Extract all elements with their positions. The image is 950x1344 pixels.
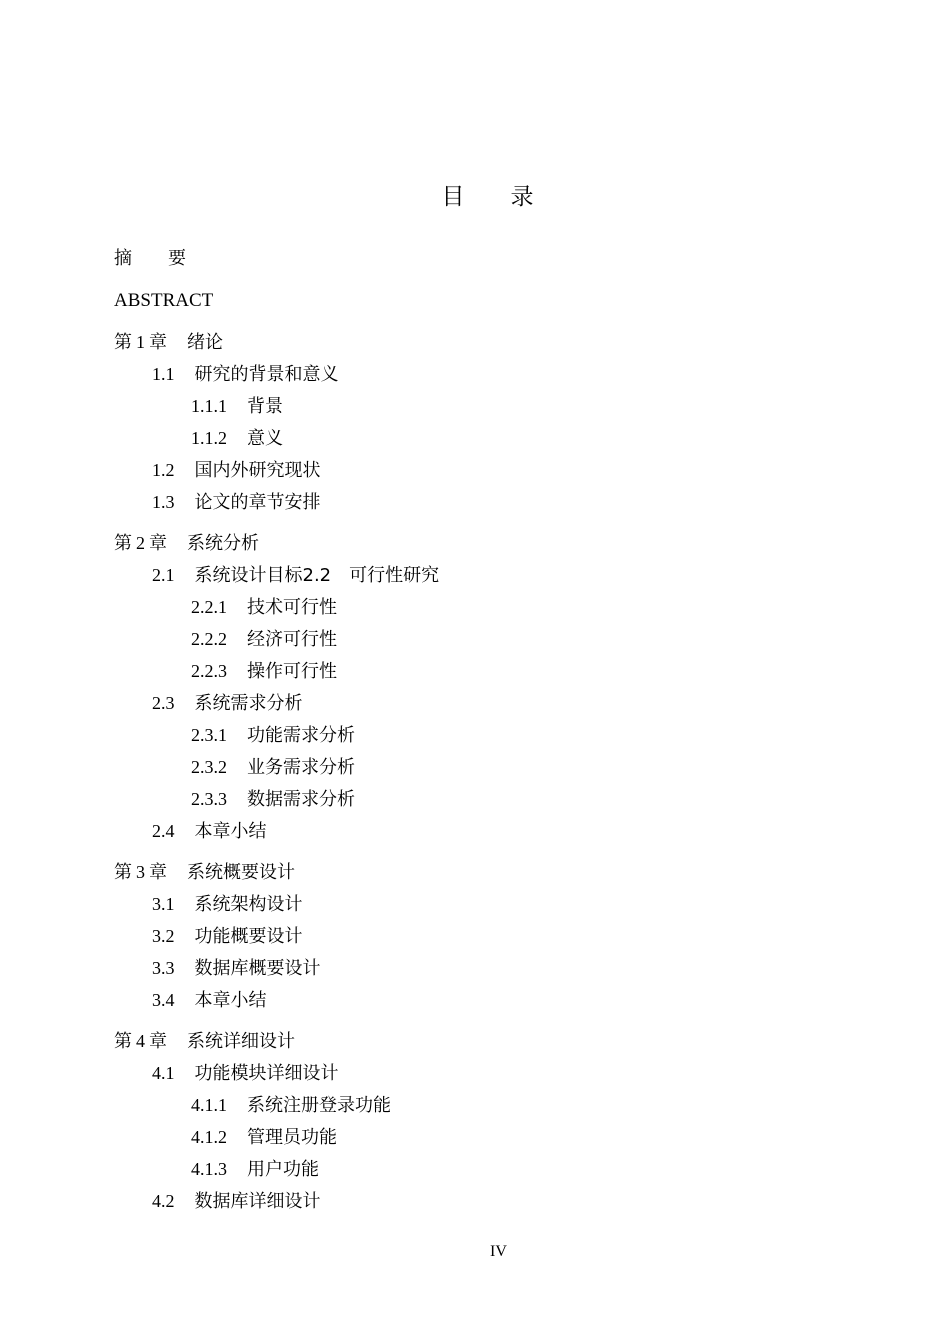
toc-section-entry (152, 957, 321, 980)
section-title: 本章小结 (194, 821, 267, 842)
section-number: 2.2.3 (191, 661, 227, 681)
section-title: 背景 (247, 396, 283, 417)
section-number: 3.1 (152, 894, 175, 914)
section-number: 2.3 (152, 693, 175, 713)
section-number: 1.1.2 (191, 428, 227, 448)
toc-section-entry (152, 925, 303, 948)
chapter-prefix: 第 (114, 332, 132, 353)
section-number: 3.4 (152, 990, 175, 1010)
toc-section-entry (152, 893, 303, 916)
section-title: 数据需求分析 (247, 789, 355, 810)
section-number: 3.3 (152, 958, 175, 978)
toc-subsection-entry (191, 1158, 319, 1181)
toc-subsection-entry (191, 756, 355, 779)
section-number: 2.2.2 (191, 629, 227, 649)
chapter-prefix: 第 (114, 862, 132, 883)
section-title: 论文的章节安排 (194, 492, 321, 513)
toc-subsection-entry (191, 628, 337, 651)
toc-subsection-entry (191, 788, 355, 811)
section-number: 3.2 (152, 926, 175, 946)
section-number: 1.1.1 (191, 396, 227, 416)
section-title: 本章小结 (194, 990, 267, 1011)
section-title: 数据库概要设计 (194, 958, 321, 979)
section-title: 系统设计目标2.2 可行性研究 (194, 565, 440, 586)
chapter-prefix: 第 (114, 533, 132, 554)
toc-chapter-entry (114, 1030, 295, 1053)
toc-subsection-entry (191, 1094, 391, 1117)
page-title: 目 录 (441, 184, 534, 210)
section-title: 国内外研究现状 (194, 460, 321, 481)
section-number: 2.1 (152, 565, 175, 585)
chapter-number: 4 (136, 1031, 145, 1051)
section-number: 2.4 (152, 821, 175, 841)
section-title: 系统注册登录功能 (247, 1095, 391, 1116)
section-title: 管理员功能 (247, 1127, 337, 1148)
toc-section-entry (152, 1190, 321, 1213)
section-number: 4.1.3 (191, 1159, 227, 1179)
section-title: 经济可行性 (247, 629, 337, 650)
toc-heading-label: ABSTRACT (114, 290, 214, 311)
chapter-title: 系统详细设计 (187, 1031, 295, 1052)
chapter-number: 3 (136, 862, 145, 882)
section-title: 功能需求分析 (247, 725, 355, 746)
toc-section-entry (152, 1062, 339, 1085)
section-title: 业务需求分析 (247, 757, 355, 778)
toc-subsection-entry (191, 427, 283, 450)
section-number: 1.3 (152, 492, 175, 512)
chapter-number: 1 (136, 332, 145, 352)
toc-chapter-entry (114, 290, 213, 312)
section-number: 2.3.3 (191, 789, 227, 809)
chapter-suffix: 章 (149, 1031, 167, 1052)
toc-subsection-entry (191, 724, 355, 747)
toc-subsection-entry (191, 660, 337, 683)
section-number: 2.3.2 (191, 757, 227, 777)
chapter-title: 绪论 (187, 332, 223, 353)
toc-subsection-entry (191, 395, 283, 418)
toc-section-entry (152, 459, 321, 482)
toc-heading-label: 摘 要 (114, 248, 186, 269)
toc-chapter-entry (114, 248, 186, 270)
toc-subsection-entry (191, 1126, 337, 1149)
section-title: 意义 (247, 428, 283, 449)
toc-section-entry (152, 820, 267, 843)
chapter-suffix: 章 (149, 533, 167, 554)
toc-chapter-entry (114, 861, 295, 884)
section-title: 功能模块详细设计 (194, 1063, 339, 1084)
chapter-title: 系统概要设计 (187, 862, 295, 883)
chapter-title: 系统分析 (187, 533, 259, 554)
toc-section-entry (152, 491, 321, 514)
toc-chapter-entry (114, 331, 223, 354)
page-number: IV (490, 1243, 507, 1260)
toc-section-entry (152, 564, 439, 587)
section-title: 系统需求分析 (194, 693, 303, 714)
section-number: 4.2 (152, 1191, 175, 1211)
section-title: 功能概要设计 (194, 926, 303, 947)
section-title: 系统架构设计 (194, 894, 303, 915)
toc-section-entry (152, 989, 267, 1012)
section-title: 用户功能 (247, 1159, 319, 1180)
section-number: 2.3.1 (191, 725, 227, 745)
section-title: 技术可行性 (247, 597, 337, 618)
section-number: 1.2 (152, 460, 175, 480)
section-number: 1.1 (152, 364, 175, 384)
section-number: 2.2.1 (191, 597, 227, 617)
chapter-prefix: 第 (114, 1031, 132, 1052)
section-number: 4.1.1 (191, 1095, 227, 1115)
section-number: 4.1 (152, 1063, 175, 1083)
toc-chapter-entry (114, 532, 259, 555)
section-title: 数据库详细设计 (194, 1191, 321, 1212)
toc-section-entry (152, 692, 303, 715)
toc-section-entry (152, 363, 339, 386)
toc-subsection-entry (191, 596, 337, 619)
chapter-suffix: 章 (149, 332, 167, 353)
chapter-number: 2 (136, 533, 145, 553)
chapter-suffix: 章 (149, 862, 167, 883)
section-title: 操作可行性 (247, 661, 337, 682)
section-title: 研究的背景和意义 (194, 364, 339, 385)
section-number: 4.1.2 (191, 1127, 227, 1147)
